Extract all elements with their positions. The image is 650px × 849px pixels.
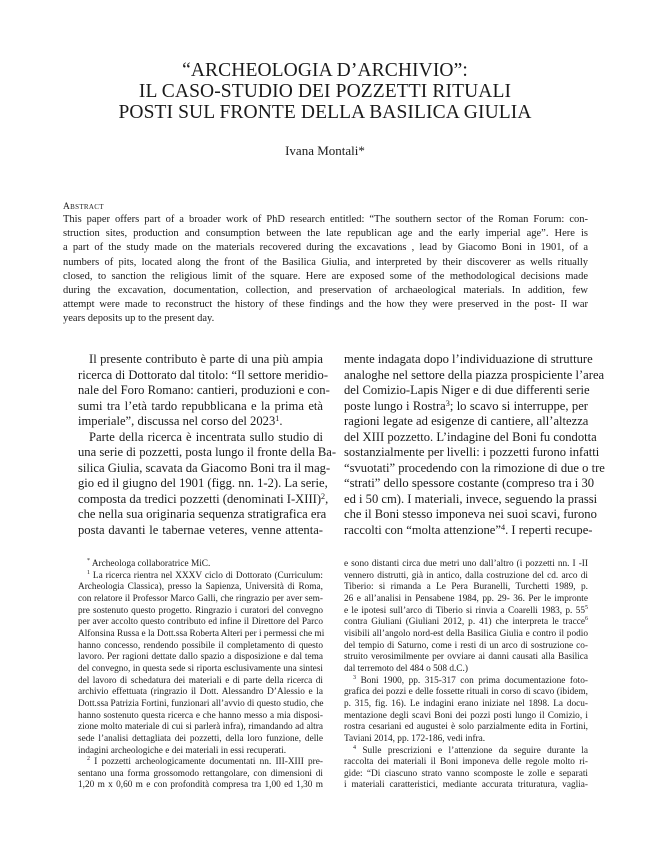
footnote-line: vennero distrutti, già in antico, dalla costruzione del cd. arco di [344, 570, 588, 581]
footnote-line: per aver accolto questo contributo ed infine il Direttore del Parco [78, 617, 323, 628]
footnote-line: sede l’analisi dettagliata dei pozzetti, della loro funzione, delle [78, 733, 323, 744]
footnote-line: hanno sostenuto questa ricerca e che hanno messo a mia disposi- [78, 710, 323, 721]
body-line: posta davanti le tabernae veteres, venne attenta- [78, 523, 323, 538]
abstract-line: attempt were made to reconstruct the history of these findings and the how they were preserved in the post- II war [63, 299, 588, 311]
footnote-text: I pozzetti archeologicamente documentati nn. III-XIII pre- [94, 757, 323, 768]
abstract-line: closed, to sanction the religious limit of the square. Here are exposed some of the methodological decisions made [63, 270, 588, 282]
footnote-line: e sono distanti circa due metri uno dall’altro (i pozzetti nn. I -II [344, 559, 588, 569]
footnote-line: pre sostenuto questo progetto. Ringrazio i curatori del convegno [78, 605, 323, 616]
footnote-number: 4 [353, 744, 357, 751]
title-line-3: POSTI SUL FRONTE DELLA BASILICA GIULIA [118, 102, 532, 123]
body-column-right [344, 352, 605, 539]
footnote-line: zione molto materiale di cui si parlerà infra), rimandando ad altra [78, 722, 323, 733]
body-line: sostanzialmente per livelli: i pozzetti furono infatti [344, 445, 600, 460]
footnote-text: Boni 1900, pp. 315-317 con prima documentazione foto- [360, 675, 589, 686]
abstract-line: during the excavation, documentation, collection, and preservation of archaeological materials. In addition, few [63, 285, 588, 297]
footnote-line [344, 746, 588, 758]
footnote-line: Dott.ssa Patrizia Fortini, funzionari all’avvio di questo studio, che [78, 698, 324, 709]
footnote-line: Tiberio: si rimanda a Le Pera Buranelli, Turchetti 1989, p. [344, 582, 588, 593]
footnote-line: Archeologia Classica), presso la Sapienza, Università di Roma, [78, 582, 323, 593]
footnotes-left [78, 559, 323, 792]
body-line-text: composta da tredici pozzetti (denominati I-XIII) [78, 491, 322, 506]
footnote-ref: 2 [321, 491, 326, 501]
footnote-line: grafica dei pozzi e delle fossette rituali in corso di scavo (ibidem, [344, 687, 588, 698]
footnote-number: 2 [87, 756, 91, 763]
footnote-ref: 5 [584, 604, 588, 611]
body-column-left [78, 352, 337, 539]
footnote-line [78, 757, 323, 769]
footnote-ref: 4 [501, 523, 506, 533]
footnote-line: i materiali caratteristici, mediante accurata trituratura, vaglia- [344, 780, 588, 791]
body-line-text: ; lo scavo si interruppe, per [449, 398, 588, 413]
body-line: “strati” dello spessore costante (compreso tra i 30 [344, 476, 595, 491]
body-line: che il Boni stesso imponeva nei suoi scavi, furono [344, 507, 597, 522]
body-line: del Comizio-Lapis Niger e di due differenti serie [344, 383, 590, 398]
footnote-text: e le ipotesi sull’arco di Tiberio si rinvia a Coarelli 1983, p. 55 [344, 605, 585, 616]
body-line: del XIII pozzetto. L’indagine del Boni fu condotta [344, 429, 597, 444]
footnote-line: indagini archeologiche e dei materiali in essi recuperati. [78, 745, 287, 756]
footnote-line [344, 617, 588, 629]
body-line: gio ed il giugno del 1901 (figg. nn. 1-2). La serie, [78, 476, 328, 491]
footnote-line: hanno concesso, rendendo possibile il completamento di questo [78, 640, 323, 651]
abstract-line: This paper offers part of a broader work of PhD research entitled: “The southern sector of the Roman Forum: con- [63, 214, 588, 225]
footnote-ref: 6 [584, 616, 588, 623]
body-line: mente indagata dopo l’individuazione di strutture [344, 352, 593, 366]
body-line: Il presente contributo è parte di una più ampia [89, 352, 323, 366]
footnote-number: 1 [87, 569, 91, 576]
footnote-line: del lavoro di schedatura dei materiali e di parte della ricerca di [78, 675, 323, 686]
footnote-ref: 1 [275, 414, 280, 424]
footnote-number: 3 [353, 674, 357, 681]
body-line [344, 523, 593, 539]
body-line: “svuotati” procedendo con la rimozione di due o tre [344, 460, 605, 475]
footnote-line: del tempio di Saturno, come i resti di un arco di sostruzione co- [344, 640, 588, 651]
body-line-text: . I reperti recupe- [505, 523, 593, 538]
footnote-text: La ricerca rientra nel XXXV ciclo di Dottorato (Curriculum: [92, 570, 323, 581]
abstract-line: struction sites, production and consumption between the late republican age and the early imperial age”. Here is [63, 228, 588, 240]
footnote-line: mentazione degli scavi Boni dei pozzi posti lungo il Comizio, i [344, 710, 588, 721]
footnote-line [344, 676, 588, 688]
body-line: che nella sua originaria sequenza stratigrafica era [78, 507, 327, 522]
footnote-text: Sulle prescrizioni e l’attenzione da seguire durante la [362, 745, 589, 756]
footnote-line: sentano una forma grossomodo rettangolare, con dimensioni di [78, 768, 323, 779]
footnote-line: del convegno, in questa sede si riporta esclusivamente una sintesi [78, 663, 323, 674]
footnote-line: Alfonsina Russa e la Dott.ssa Roberta Alteri per i permessi che mi [78, 628, 325, 639]
abstract-line: a part of the study made on the materials recovered during the excavations , lead by Giacomo Boni in 1901, of a [63, 242, 588, 254]
footnote-line: raccolta dei materiali il Boni imponeva delle regole molto ri- [344, 757, 588, 768]
body-line: Parte della ricerca è incentrata sullo studio di [89, 429, 323, 444]
body-line-text: raccolti con “molta attenzione” [344, 523, 501, 538]
body-line: una serie di pozzetti, posta lungo il fronte della Ba- [78, 445, 337, 460]
author-name: Ivana Montali* [285, 143, 365, 158]
footnote-ref: 3 [445, 398, 450, 408]
body-line-text: imperiale”, discussa nel corso del 2023 [78, 414, 276, 429]
abstract-heading: Abstract [63, 202, 104, 212]
footnote-line: archivio effettuata (ringrazio il Dott. Alessandro D’Alessio e la [78, 687, 323, 698]
body-line-text: poste lungo i Rostra [344, 398, 446, 413]
footnote-text: contra Giuliani (Giuliani 2012, p. 41) che interpreta le tracce [344, 617, 585, 628]
footnote-line: p. 315, fig. 16). Le indagini erano iniziate nel 1898. La docu- [344, 698, 588, 709]
footnote-line: Taviani 2014, pp. 172-186, vedi infra. [344, 733, 486, 744]
body-line: analoghe nel settore della piazza prospiciente l’area [344, 367, 605, 382]
body-line: nale del Foro Romano: cantieri, produzioni e con- [78, 383, 330, 398]
footnote-line: 26 e all’analisi in Pensabene 1984, pp. 29- 36. Per le impronte [344, 593, 588, 604]
footnote-line: struito verosimilmente per ovviare ai danni causati alla Basilica [344, 652, 588, 663]
footnote-line: * Archeologa collaboratrice MiC. [87, 558, 211, 569]
footnote-line: con relatore il Professor Marco Galli, che ringrazio per aver sem- [78, 593, 323, 604]
footnote-line [344, 606, 588, 618]
abstract-text [63, 213, 588, 327]
body-line: ricerca di Dottorato dal titolo: “Il settore meridio- [78, 367, 329, 382]
footnote-line: lavoro. Per ragioni dettate dallo spazio a disposizione e dal tema [78, 652, 323, 663]
footnotes-right [344, 559, 588, 792]
footnote-line: 1,20 m x 0,60 m e con profondità compresa tra 1,00 ed 1,30 m [78, 780, 323, 791]
article-title [40, 60, 610, 123]
footnote-line: visibili all’angolo nord-est della Basilica Giulia e contro il podio [344, 628, 588, 639]
body-line: imperiale”, discussa nel corso del 2023$^1$. [78, 414, 283, 429]
abstract-line: years deposits up to the present day. [63, 313, 215, 325]
body-line: composta da tredici pozzetti (denominati I-XIII)$^2$, [78, 491, 329, 506]
footnote-line: gide: “Di ciascuno strato vanno scomposte le zolle e separati [344, 768, 588, 779]
footnote-line [78, 571, 323, 583]
footnote-text: Archeologa collaboratrice MiC. [91, 559, 211, 569]
body-line: ed i 50 cm). I materiali, invece, seguendo la prassi [344, 491, 598, 506]
title-line-2: IL CASO-STUDIO DEI POZZETTI RITUALI [138, 81, 512, 102]
footnote-line: rostra cesariani ed augustei è solo parzialmente edita in Fortini, [344, 722, 588, 733]
footnote-line: dal terremoto del 484 o 508 d.C.) [344, 663, 468, 674]
title-line-1: “ARCHEOLOGIA D’ARCHIVIO”: [182, 60, 468, 81]
body-line [344, 399, 588, 415]
body-line: ragioni legate ad esigenze di cantiere, all’altezza [344, 414, 589, 429]
abstract-line: numbers of pits, located along the front of the Basilica Giulia, and interpreted by their discoverer as wells ritually [63, 256, 588, 268]
body-line: silica Giulia, scavata da Giacomo Boni tra il mag- [78, 460, 331, 475]
body-line: sumi tra l’età tardo repubblicana e la prima età [78, 398, 323, 413]
